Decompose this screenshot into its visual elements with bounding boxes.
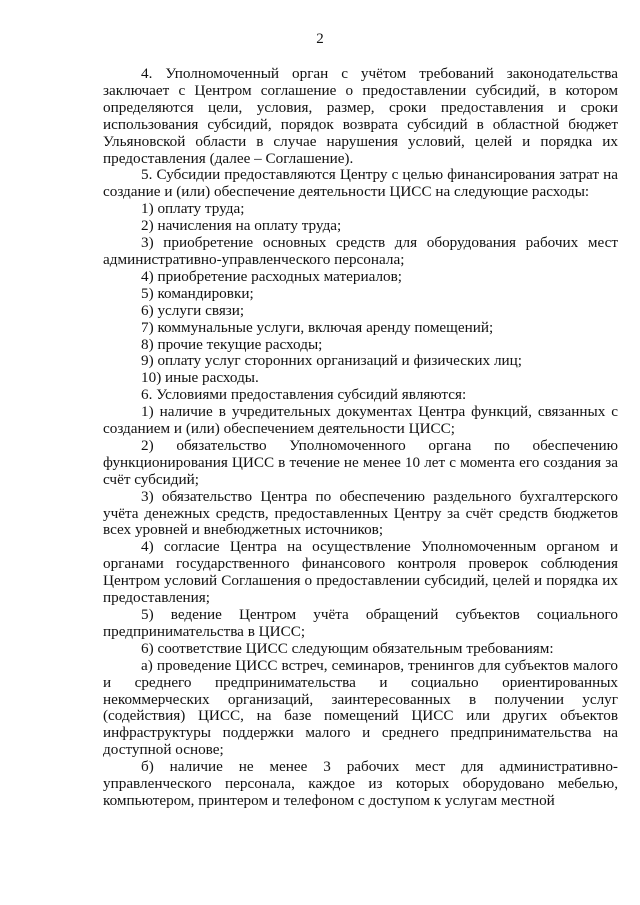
expense-item-2: 2) начисления на оплату труда; (141, 217, 342, 235)
requirement-item-a: а) проведение ЦИСС встреч, семинаров, тренингов для субъектов малого и среднего предпринимательства и социально ориентированных некоммерческих организаций, заинтересованных в получении услуг (содействия) ЦИСС, на базе помещений ЦИСС или других объектов инфраструктуры поддержки малого и среднего предпринимательства на доступной основе; (103, 656, 618, 759)
condition-item-5: 5) ведение Центром учёта обращений субъектов социального предпринимательства в ЦИСС; (103, 606, 618, 640)
expense-item-8: 8) прочие текущие расходы; (141, 335, 323, 353)
condition-item-2: 2) обязательство Уполномоченного органа по обеспечению функционирования ЦИСС в течение не менее 10 лет с момента его создания за счёт субсидий; (103, 436, 618, 488)
expense-item-9: 9) оплату услуг сторонних организаций и физических лиц; (141, 352, 522, 370)
expense-item-7: 7) коммунальные услуги, включая аренду помещений; (141, 318, 494, 336)
expense-item-3: 3) приобретение основных средств для оборудования рабочих мест административно-управленческого персонала; (103, 234, 618, 268)
condition-item-1: 1) наличие в учредительных документах Центра функций, связанных с созданием и (или) обеспечением деятельности ЦИСС; (103, 403, 618, 438)
requirement-item-b: б) наличие не менее 3 рабочих мест для административно-управленческого персонала, каждое из которых оборудовано мебелью, компьютером, принтером и телефоном с доступом к услугам местной (103, 758, 618, 809)
page-number: 2 (316, 31, 324, 47)
condition-item-6: 6) соответствие ЦИСС следующим обязательным требованиям: (141, 639, 554, 657)
condition-item-3: 3) обязательство Центра по обеспечению раздельного бухгалтерского учёта денежных средств, предоставленных Центру за счёт средств бюджетов всех уровней и внебюджетных источников; (103, 487, 618, 539)
expense-item-5: 5) командировки; (141, 284, 254, 302)
expense-item-1: 1) оплату труда; (141, 200, 245, 218)
paragraph-5-subsidy-purpose: 5. Субсидии предоставляются Центру с целью финансирования затрат на создание и (или) обеспечение деятельности ЦИСС на следующие расходы: (103, 166, 618, 201)
condition-item-4: 4) согласие Центра на осуществление Уполномоченным органом и органами государственного финансового контроля проверок соблюдения Центром условий Соглашения о предоставлении субсидий, целей и порядка их предоставления; (103, 538, 618, 607)
expense-item-6: 6) услуги связи; (141, 301, 245, 319)
document-body (103, 66, 618, 810)
expense-item-4: 4) приобретение расходных материалов; (141, 267, 403, 285)
expense-item-10: 10) иные расходы. (141, 369, 259, 387)
paragraph-6-conditions: 6. Условиями предоставления субсидий являются: (141, 386, 467, 404)
paragraph-4-agreement: 4. Уполномоченный орган с учётом требований законодательства заключает с Центром соглашение о предоставлении субсидий, в котором определяются цели, условия, размер, сроки предоставления и сроки использования субсидий, порядок возврата субсидий в областной бюджет Ульяновской области в случае нарушения условий, целей и порядка их предоставления (далее – Соглашение). (103, 65, 618, 167)
